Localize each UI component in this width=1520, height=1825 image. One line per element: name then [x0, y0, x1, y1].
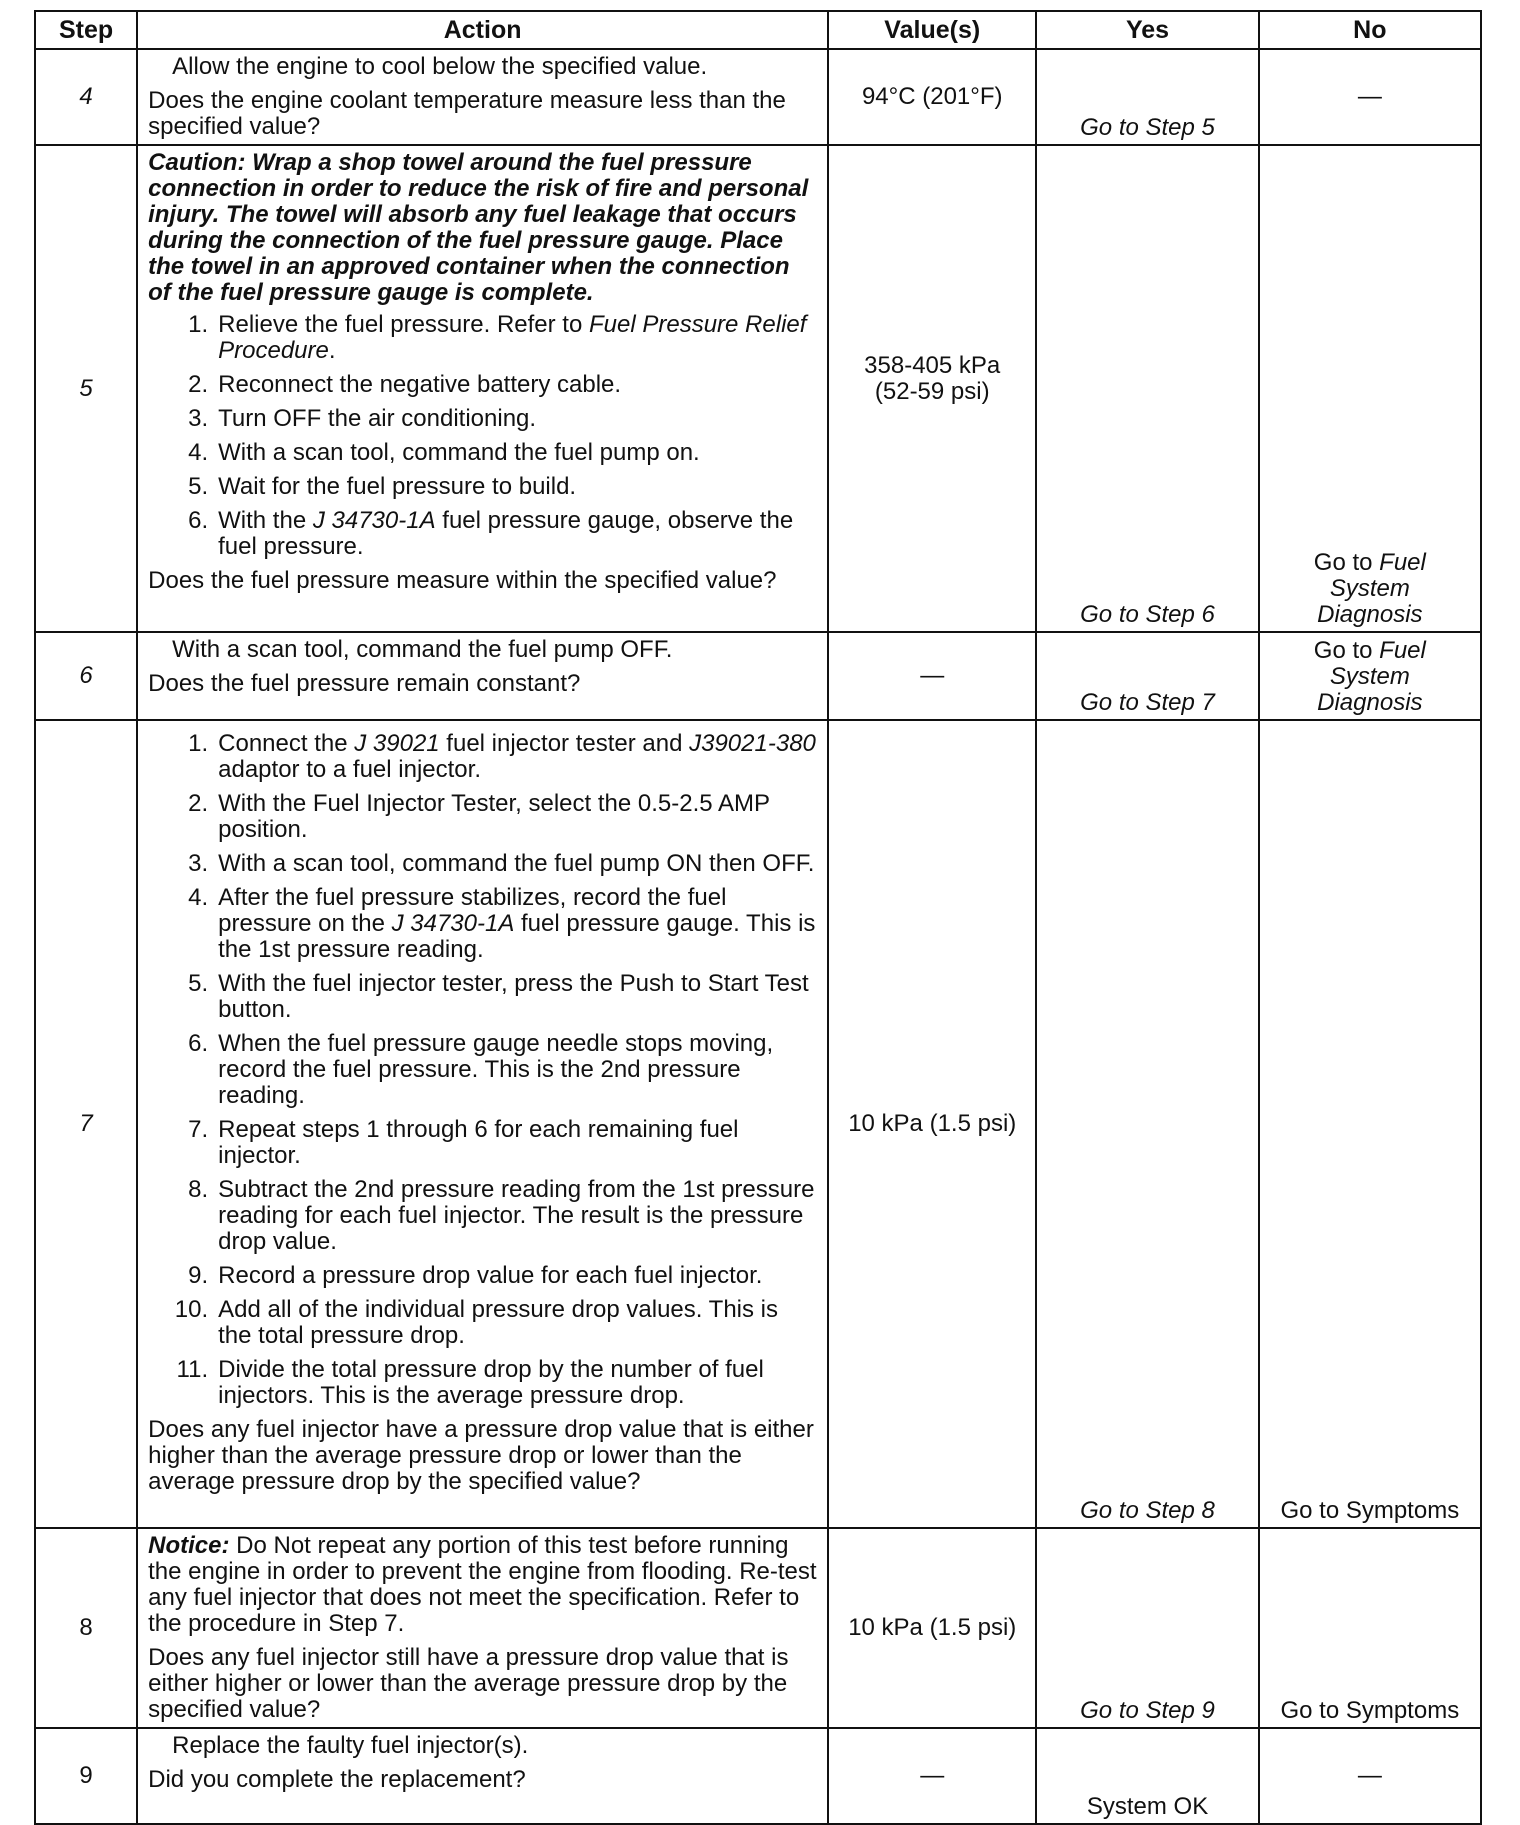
list-item: 4. After the fuel pressure stabilizes, record the fuel pressure on the J 34730-1A fuel pressure gauge. This is the 1st pressure reading.	[188, 884, 816, 963]
procedure-link[interactable]: Fuel Pressure Relief Procedure	[218, 311, 807, 364]
yes-result: System OK	[1086, 1793, 1209, 1820]
table-row	[35, 632, 1481, 720]
value-cell: 10 kPa (1.5 psi)	[828, 720, 1036, 1528]
yes-link[interactable]: Go to Step 7	[1080, 689, 1215, 716]
no-cell	[1259, 632, 1481, 720]
notice-text: Notice: Do Not repeat any portion of this test before running the engine in order to prevent the engine from flooding. Re-test any fuel injector that does not meet the specification. Refer to the procedure in Step 7.	[148, 1532, 817, 1637]
list-item: 3. With a scan tool, command the fuel pump ON then OFF.	[188, 850, 815, 877]
procedure-list	[148, 312, 817, 560]
list-item: 9. Record a pressure drop value for each fuel injector.	[188, 1262, 763, 1289]
no-link[interactable]: Go to Symptoms	[1280, 1497, 1460, 1524]
header-row	[35, 11, 1481, 49]
tool-reference: J 34730-1A	[391, 910, 515, 937]
tool-reference: J39021-380	[689, 730, 816, 757]
table-row	[35, 49, 1481, 145]
no-link[interactable]: Go to Fuel System Diagnosis	[1313, 637, 1426, 716]
list-item: 2. With the Fuel Injector Tester, select the 0.5-2.5 AMP position.	[188, 790, 770, 843]
step-number: 6	[35, 632, 137, 720]
value-line: (52-59 psi)	[874, 377, 990, 405]
table-row	[35, 1728, 1481, 1824]
yes-link[interactable]: Go to Step 5	[1080, 114, 1215, 141]
no-link[interactable]: Go to Fuel System Diagnosis	[1313, 549, 1426, 628]
list-item: 4. With a scan tool, command the fuel pump on.	[188, 439, 700, 466]
action-question: Does any fuel injector still have a pressure drop value that is either higher or lower than the average pressure drop by the specified value?	[148, 1644, 789, 1723]
yes-cell	[1036, 1728, 1258, 1824]
list-item: 7. Repeat steps 1 through 6 for each remaining fuel injector.	[188, 1116, 739, 1169]
yes-link[interactable]: Go to Step 6	[1080, 601, 1215, 628]
yes-link[interactable]: Go to Step 8	[1080, 1497, 1215, 1524]
action-cell	[137, 720, 828, 1528]
value-cell	[828, 145, 1036, 632]
list-item: 6. With the J 34730-1A fuel pressure gauge, observe the fuel pressure.	[188, 507, 794, 560]
list-item: 2. Reconnect the negative battery cable.	[188, 371, 622, 398]
value-cell: 94°C (201°F)	[828, 49, 1036, 145]
tool-reference: J 34730-1A	[312, 507, 436, 534]
step-number: 7	[35, 720, 137, 1528]
yes-cell	[1036, 145, 1258, 632]
action-question: Does the fuel pressure remain constant?	[148, 670, 581, 697]
list-item: 10. Add all of the individual pressure drop values. This is the total pressure drop.	[174, 1296, 779, 1349]
yes-cell	[1036, 720, 1258, 1528]
tool-reference: J 39021	[354, 730, 440, 757]
diagnostic-table	[34, 10, 1482, 1825]
no-link[interactable]: Go to Symptoms	[1280, 1697, 1460, 1724]
list-item: 5. Wait for the fuel pressure to build.	[188, 473, 577, 500]
no-dash: —	[1357, 1762, 1382, 1789]
action-cell	[137, 49, 828, 145]
action-question: Does the fuel pressure measure within the specified value?	[148, 567, 777, 594]
list-item: 8. Subtract the 2nd pressure reading from the 1st pressure reading for each fuel injector. The result is the pressure drop value.	[188, 1176, 815, 1255]
yes-cell	[1036, 49, 1258, 145]
step-number: 9	[35, 1728, 137, 1824]
yes-link[interactable]: Go to Step 9	[1080, 1697, 1215, 1724]
step-number: 4	[35, 49, 137, 145]
value-cell: —	[828, 632, 1036, 720]
list-item: 3. Turn OFF the air conditioning.	[188, 405, 537, 432]
action-instruction: With a scan tool, command the fuel pump OFF.	[172, 636, 673, 663]
action-question: Did you complete the replacement?	[148, 1766, 526, 1793]
action-question: Does the engine coolant temperature measure less than the specified value?	[148, 87, 786, 140]
header-yes: Yes	[1036, 11, 1258, 49]
no-cell	[1259, 720, 1481, 1528]
header-action: Action	[137, 11, 828, 49]
header-step: Step	[35, 11, 137, 49]
header-value: Value(s)	[828, 11, 1036, 49]
no-cell	[1259, 1728, 1481, 1824]
value-line: 358-405 kPa	[864, 351, 1001, 379]
table-row	[35, 145, 1481, 632]
no-cell	[1259, 49, 1481, 145]
action-cell	[137, 1528, 828, 1728]
value-cell: —	[828, 1728, 1036, 1824]
table-row	[35, 1528, 1481, 1728]
no-cell	[1259, 1528, 1481, 1728]
action-cell	[137, 145, 828, 632]
action-cell	[137, 1728, 828, 1824]
no-dash: —	[1357, 83, 1382, 110]
step-number: 5	[35, 145, 137, 632]
yes-cell	[1036, 1528, 1258, 1728]
procedure-list	[148, 731, 817, 1409]
action-question: Does any fuel injector have a pressure drop value that is either higher than the average pressure drop or lower than the average pressure drop by the specified value?	[148, 1416, 814, 1495]
step-number: 8	[35, 1528, 137, 1728]
action-instruction: Allow the engine to cool below the specified value.	[172, 53, 708, 80]
list-item: 5. With the fuel injector tester, press the Push to Start Test button.	[188, 970, 809, 1023]
value-cell: 10 kPa (1.5 psi)	[828, 1528, 1036, 1728]
no-cell	[1259, 145, 1481, 632]
list-item: 1. Connect the J 39021 fuel injector tester and J39021-380 adaptor to a fuel injector.	[188, 730, 816, 783]
table-row	[35, 720, 1481, 1528]
action-cell	[137, 632, 828, 720]
list-item: 6. When the fuel pressure gauge needle stops moving, record the fuel pressure. This is the 2nd pressure reading.	[188, 1030, 774, 1109]
yes-cell	[1036, 632, 1258, 720]
caution-text: Caution: Wrap a shop towel around the fuel pressure connection in order to reduce the risk of fire and personal injury. The towel will absorb any fuel leakage that occurs during the connection of the fuel pressure gauge. Place the towel in an approved container when the connection of the fuel pressure gauge is complete.	[148, 149, 809, 306]
list-item: 11. Divide the total pressure drop by the number of fuel injectors. This is the average pressure drop.	[176, 1356, 764, 1409]
action-instruction: Replace the faulty fuel injector(s).	[172, 1732, 529, 1759]
list-item: 1. Relieve the fuel pressure. Refer to Fuel Pressure Relief Procedure.	[188, 311, 807, 364]
header-no: No	[1259, 11, 1481, 49]
